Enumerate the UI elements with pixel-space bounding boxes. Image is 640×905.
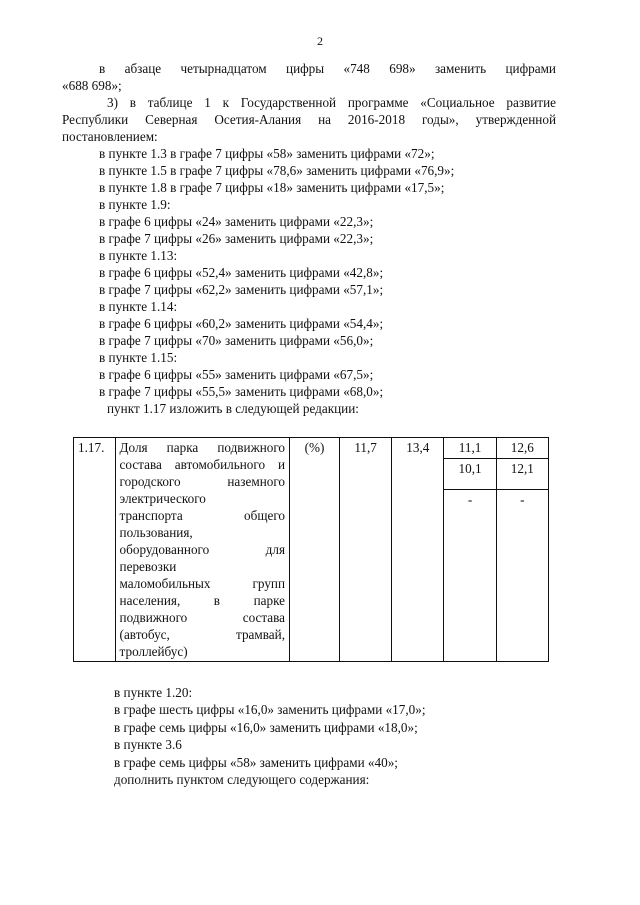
description-line: Доля парка подвижного [119, 440, 286, 455]
amendment-item: в графе шесть цифры «16,0» заменить цифрами «17,0»; [114, 702, 426, 718]
description-line: состава автомобильного и [119, 457, 286, 472]
description-line: подвижного состава [119, 610, 286, 625]
indicator-description [115, 438, 289, 662]
indicator-table [73, 437, 549, 662]
description-line: перевозки [119, 559, 177, 574]
amendment-item: в графе 7 цифры «62,2» заменить цифрами «57,1»; [99, 282, 384, 297]
after-table-text [114, 684, 426, 788]
amendment-item: в графе 6 цифры «52,4» заменить цифрами «42,8»; [99, 265, 384, 280]
value-cell: 10,1 [444, 459, 496, 490]
amendment-item: в пункте 1.13: [99, 248, 178, 263]
amendment-item: в пункте 3.6 [114, 737, 182, 753]
table-row [74, 438, 549, 459]
intro-line: в абзаце четырнадцатом цифры «748 698» заменить цифрами [99, 61, 556, 76]
page-number: 2 [317, 34, 323, 48]
amendment-item: в пункте 1.9: [99, 197, 171, 212]
intro-line: постановлением: [62, 129, 158, 144]
amendment-item: в графе 7 цифры «70» заменить цифрами «56,0»; [99, 333, 374, 348]
amendment-item: пункт 1.17 изложить в следующей редакции: [107, 401, 359, 416]
description-line: городского наземного [119, 474, 286, 489]
amendment-item: в графе семь цифры «16,0» заменить цифрами «18,0»; [114, 719, 418, 735]
amendment-item: в пункте 1.20: [114, 685, 193, 700]
row-number: 1.17. [74, 438, 116, 662]
amendment-item: в графе 7 цифры «55,5» заменить цифрами «68,0»; [99, 384, 384, 399]
value-cell: 13,4 [392, 438, 444, 662]
amendment-item: в пункте 1.14: [99, 299, 178, 314]
value-cell: 11,1 [444, 438, 496, 459]
body-text [62, 60, 556, 417]
value-cell: 12,1 [496, 459, 548, 490]
description-line: пользования, [119, 525, 193, 540]
amendment-item: дополнить пунктом следующего содержания: [114, 772, 370, 788]
description-line: электрического [119, 491, 206, 506]
value-cell: - [444, 490, 496, 662]
description-line: троллейбус) [119, 644, 188, 659]
amendment-item: в графе 6 цифры «60,2» заменить цифрами «54,4»; [99, 316, 384, 331]
intro-line: 3) в таблице 1 к Государственной программе «Социальное развитие [107, 95, 556, 110]
description-line: маломобильных групп [119, 576, 286, 591]
amendment-item: в графе 6 цифры «24» заменить цифрами «22,3»; [99, 214, 374, 229]
description-line: оборудованного для [119, 542, 286, 557]
amendment-item: в пункте 1.15: [99, 350, 178, 365]
amendment-item: в пункте 1.3 в графе 7 цифры «58» заменить цифрами «72»; [99, 146, 435, 161]
amendment-item: в графе 6 цифры «55» заменить цифрами «67,5»; [99, 367, 374, 382]
description-line: населения, в парке [119, 593, 286, 608]
value-cell: 11,7 [340, 438, 392, 662]
amendment-item: в пункте 1.8 в графе 7 цифры «18» заменить цифрами «17,5»; [99, 180, 445, 195]
value-cell: - [496, 490, 548, 662]
intro-line: Республики Северная Осетия-Алания на 2016-2018 годы», утвержденной [62, 112, 556, 127]
amendment-item: в графе 7 цифры «26» заменить цифрами «22,3»; [99, 231, 374, 246]
amendment-item: в графе семь цифры «58» заменить цифрами «40»; [114, 754, 398, 770]
description-line: транспорта общего [119, 508, 286, 523]
value-cell: 12,6 [496, 438, 548, 459]
intro-line: «688 698»; [62, 78, 122, 93]
description-line: (автобус, трамвай, [119, 627, 286, 642]
amendment-item: в пункте 1.5 в графе 7 цифры «78,6» заменить цифрами «76,9»; [99, 163, 455, 178]
unit-cell: (%) [290, 438, 340, 662]
